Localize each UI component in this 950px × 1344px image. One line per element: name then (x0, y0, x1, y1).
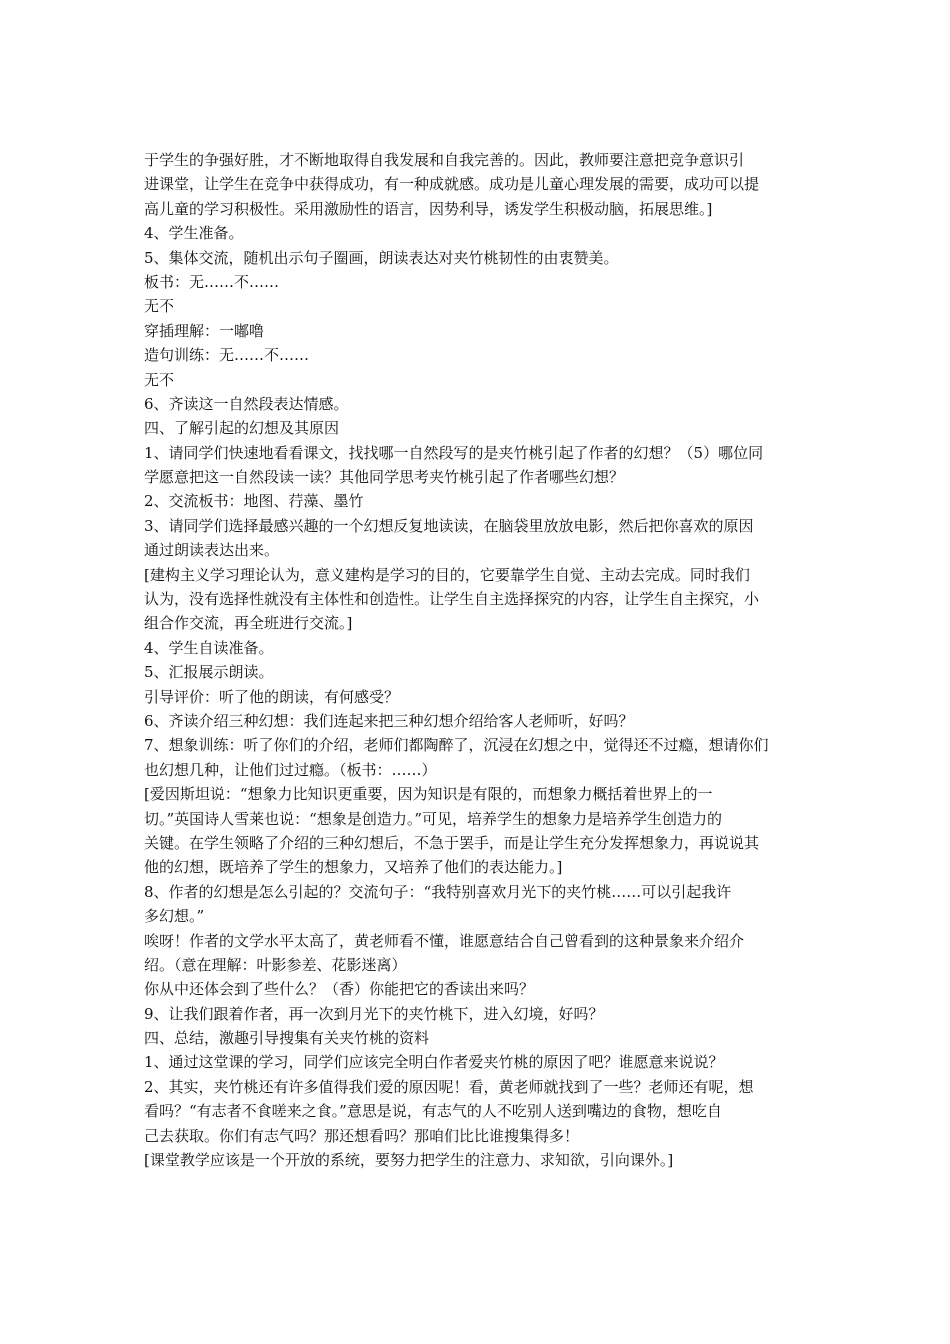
text-line: 板书：无……不…… (144, 272, 280, 291)
text-line: 通过朗读表达出来。 (144, 541, 280, 560)
text-line: 8、作者的幻想是怎么引起的？交流句子：“我特别喜欢月光下的夹竹桃……可以引起我许 (144, 882, 732, 901)
text-line: 学愿意把这一自然段读一读？其他同学思考夹竹桃引起了作者哪些幻想？ (144, 468, 625, 487)
text-line: 组合作交流，再全班进行交流。] (144, 614, 353, 633)
text-line: [课堂教学应该是一个开放的系统，要努力把学生的注意力、求知欲，引向课外。] (144, 1151, 674, 1170)
text-line: 于学生的争强好胜，才不断地取得自我发展和自我完善的。因此，教师要注意把竞争意识引 (144, 151, 745, 169)
text-line: 1、请同学们快速地看看课文，找找哪一自然段写的是夹竹桃引起了作者的幻想？（5）哪位同 (144, 443, 764, 462)
text-line: 2、交流板书：地图、荇藻、墨竹 (144, 492, 364, 511)
text-line: 己去获取。你们有志气吗？那还想看吗？那咱们比比谁搜集得多！ (144, 1126, 580, 1145)
text-line: 绍。（意在理解：叶影参差、花影迷离） (144, 955, 407, 974)
text-line: 4、学生自读准备。 (144, 638, 274, 657)
text-line: 也幻想几种，让他们过过瘾。（板书：……） (144, 760, 437, 779)
text-line: 9、让我们跟着作者，再一次到月光下的夹竹桃下，进入幻境，好吗？ (144, 1004, 604, 1023)
text-line: 4、学生准备。 (144, 224, 244, 243)
section-heading: 四、了解引起的幻想及其原因 (144, 419, 340, 438)
section-heading: 四、总结，激趣引导搜集有关夹竹桃的资料 (144, 1029, 430, 1048)
text-line: 5、集体交流，随机出示句子圈画，朗读表达对夹竹桃韧性的由衷赞美。 (144, 248, 619, 267)
text-line: 6、齐读介绍三种幻想：我们连起来把三种幻想介绍给客人老师听，好吗？ (144, 711, 634, 730)
text-line: 5、汇报展示朗读。 (144, 663, 274, 682)
text-line: 引导评价：听了他的朗读，有何感受？ (144, 687, 400, 706)
text-line: 1、通过这堂课的学习，同学们应该完全明白作者爱夹竹桃的原因了吧？谁愿意来说说？ (144, 1053, 724, 1072)
text-line: 2、其实，夹竹桃还有许多值得我们爱的原因呢！看，黄老师就找到了一些？老师还有呢，想 (144, 1077, 754, 1096)
text-line: 无不 (144, 297, 175, 316)
text-line: 看吗？“有志者不食嗟来之食。”意思是说，有志气的人不吃别人送到嘴边的食物，想吃自 (144, 1102, 722, 1121)
text-line: 3、请同学们选择最感兴趣的一个幻想反复地读读，在脑袋里放放电影，然后把你喜欢的原因 (144, 516, 754, 535)
text-line: [建构主义学习理论认为，意义建构是学习的目的，它要靠学生自觉、主动去完成。同时我们 (144, 565, 750, 584)
text-line: 唉呀！作者的文学水平太高了，黄老师看不懂，谁愿意结合自己曾看到的这种景象来介绍介 (144, 931, 745, 950)
text-line: 多幻想。” (144, 907, 205, 926)
text-line: 进课堂，让学生在竞争中获得成功，有一种成就感。成功是儿童心理发展的需要，成功可以提 (144, 175, 760, 194)
document-page (144, 148, 812, 1172)
text-line: 切。”英国诗人雪莱也说：“想象是创造力。”可见，培养学生的想象力是培养学生创造力的 (144, 809, 723, 828)
text-line: 他的幻想，既培养了学生的想象力，又培养了他们的表达能力。] (144, 858, 563, 877)
text-line: 穿插理解：一嘟噜 (144, 321, 265, 340)
text-line: 高儿童的学习积极性。采用激励性的语言，因势利导，诱发学生积极动脑，拓展思维。] (144, 199, 713, 218)
text-line: 无不 (144, 370, 175, 389)
text-line: 你从中还体会到了些什么？（香）你能把它的香读出来吗？ (144, 980, 535, 999)
text-line: [爱因斯坦说：“想象力比知识更重要，因为知识是有限的，而想象力概括着世界上的一 (144, 785, 713, 804)
text-line: 认为，没有选择性就没有主体性和创造性。让学生自主选择探究的内容，让学生自主探究，小 (144, 590, 760, 609)
text-line: 关键。在学生领略了介绍的三种幻想后，不急于罢手，而是让学生充分发挥想象力，再说说其 (144, 833, 760, 852)
text-line: 6、齐读这一自然段表达情感。 (144, 394, 349, 413)
text-line: 7、想象训练：听了你们的介绍，老师们都陶醉了，沉浸在幻想之中，觉得还不过瘾，想请你们 (144, 736, 769, 755)
text-line: 造句训练：无……不…… (144, 346, 310, 365)
